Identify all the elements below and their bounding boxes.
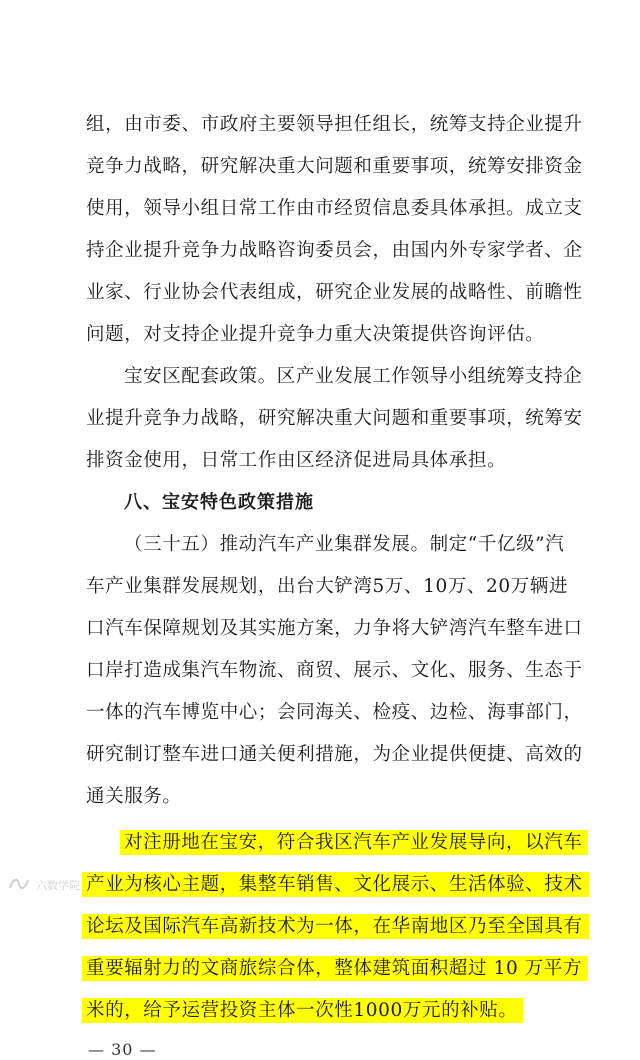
text-line: 研究制订整车进口通关便利措施，为企业提供便捷、高效的 [86,744,583,765]
text-line: 口汽车保障规划及其实施方案，力争将大铲湾汽车整车进口 [86,618,583,639]
text-line: 问题，对支持企业提升竞争力重大决策提供咨询评估。 [86,324,545,345]
text-line: 一体的汽车博览中心；会同海关、检疫、边检、海事部门， [86,702,583,723]
highlight-mark: 重要辐射力的文商旅综合体，整体建筑面积超过 10 万平方 [82,956,588,981]
text-line: 业家、行业协会代表组成，研究企业发展的战略性、前瞻性 [86,282,583,303]
text-line: 业提升竞争力战略，研究解决重大问题和重要事项，统筹安 [86,408,583,429]
highlight-mark: 论坛及国际汽车高新技术为一体，在华南地区乃至全国具有 [82,914,589,939]
text-line: 口岸打造成集汽车物流、商贸、展示、文化、服务、生态于 [86,660,583,681]
highlight-mark: 米的，给予运营投资主体一次性1000万元的补贴。 [82,998,523,1023]
highlighted-line [86,906,583,948]
section-heading: 八、宝安特色政策措施 [124,492,314,513]
page-number: — 30 — [88,1040,157,1059]
watermark [8,874,80,896]
text-line: 竞争力战略，研究解决重大问题和重要事项，统筹安排资金 [86,156,583,177]
highlighted-line [86,990,566,1032]
text-line: 通关服务。 [86,786,182,807]
watermark-logo-icon [8,876,30,895]
text-line: 使用，领导小组日常工作由市经贸信息委具体承担。成立支 [86,198,583,219]
text-line: 宝安区配套政策。区产业发展工作领导小组统筹支持企 [124,366,583,387]
watermark-text: 六数学院 [36,879,80,892]
highlight-mark: 对注册地在宝安，符合我区汽车产业发展导向，以汽车 [120,830,588,855]
highlight-mark: 产业为核心主题，集整车销售、文化展示、生活体验、技术 [82,872,589,897]
highlighted-line [86,948,583,990]
text-line: 持企业提升竞争力战略咨询委员会，由国内外专家学者、企 [86,240,583,261]
text-line: （三十五）推动汽车产业集群发展。制定“千亿级”汽 [124,534,565,555]
text-line: 车产业集群发展规划，出台大铲湾5万、10万、20万辆进 [86,576,569,597]
text-line: 排资金使用，日常工作由区经济促进局具体承担。 [86,450,507,471]
text-line: 组，由市委、市政府主要领导担任组长，统筹支持企业提升 [86,114,583,135]
